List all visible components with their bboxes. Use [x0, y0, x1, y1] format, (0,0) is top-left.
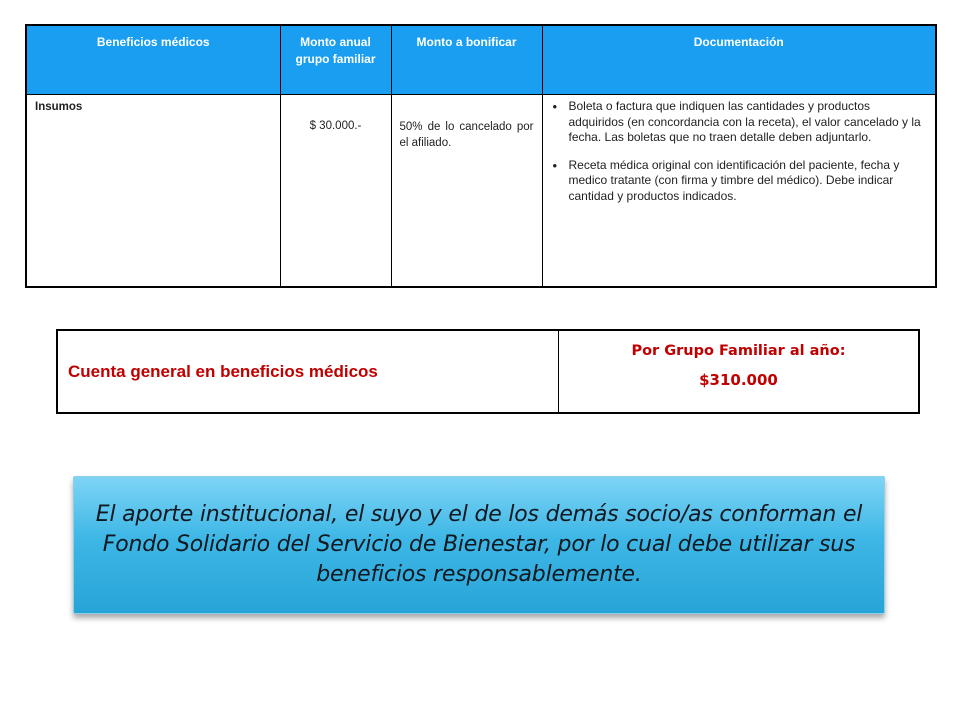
- documentation-item: • Receta médica original con identificación del paciente, fecha y medico tratante (con firma y timbre del médico). Debe indicar cantidad y productos indicados.: [553, 158, 926, 205]
- documentation-list: [553, 99, 926, 204]
- header-documentation: Documentación: [542, 25, 936, 95]
- cell-annual-amount: $ 30.000.-: [280, 95, 391, 288]
- documentation-item: • Boleta o factura que indiquen las cantidades y productos adquiridos (en concordancia con la receta), el valor cancelado y la fecha. Las boletas que no traen detalle deben adjuntarlo.: [553, 99, 926, 146]
- summary-label: Cuenta general en beneficios médicos: [58, 331, 559, 412]
- notice-box: [73, 476, 885, 614]
- summary-amount: $310.000: [699, 371, 778, 389]
- table-header-row: [26, 25, 936, 95]
- summary-caption: Por Grupo Familiar al año:: [631, 343, 846, 359]
- table-row: [26, 95, 936, 288]
- cell-documentation: [542, 95, 936, 288]
- summary-box: [56, 329, 920, 414]
- notice-text: El aporte institucional, el suyo y el de los demás socio/as conforman el Fondo Solidario del Servicio de Bienestar, por lo cual debe utilizar sus beneficios responsablemente.: [95, 502, 863, 587]
- cell-bonus-amount: 50% de lo cancelado por el afiliado.: [391, 95, 542, 288]
- header-annual-amount: Monto anual grupo familiar: [280, 25, 391, 95]
- benefits-table: [25, 24, 937, 288]
- cell-benefit: Insumos: [35, 101, 83, 113]
- header-bonus-amount: Monto a bonificar: [391, 25, 542, 95]
- header-benefit: Beneficios médicos: [26, 25, 280, 95]
- summary-value: [559, 331, 918, 412]
